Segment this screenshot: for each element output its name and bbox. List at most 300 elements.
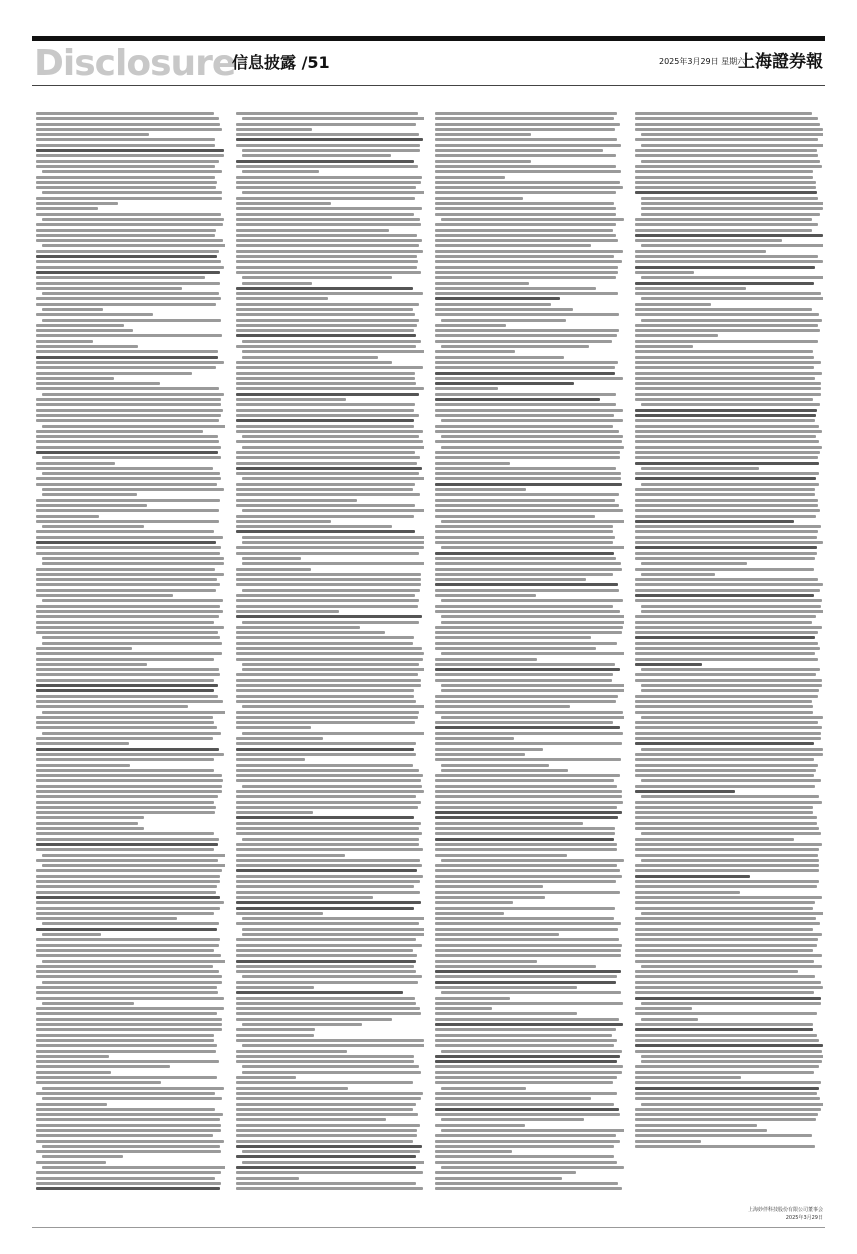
text-line <box>435 869 620 872</box>
text-line <box>435 425 613 428</box>
text-line <box>236 1028 315 1031</box>
text-line <box>236 700 416 703</box>
text-line <box>435 149 603 152</box>
text-line <box>236 965 415 968</box>
text-line <box>42 191 222 194</box>
text-line <box>635 509 820 512</box>
text-line <box>641 319 822 322</box>
text-line <box>42 493 137 496</box>
text-line <box>236 981 418 984</box>
text-line <box>236 329 415 332</box>
text-line <box>635 1050 823 1053</box>
text-line <box>435 260 622 263</box>
text-line <box>236 1108 414 1111</box>
text-line <box>236 123 417 126</box>
text-line <box>635 382 821 385</box>
text-line <box>36 779 223 782</box>
text-line <box>236 1034 314 1037</box>
text-line <box>236 954 418 957</box>
text-line <box>236 1050 347 1053</box>
text-line <box>36 1018 222 1021</box>
text-line <box>635 838 794 841</box>
text-line <box>441 859 624 862</box>
text-line <box>635 901 816 904</box>
text-line <box>635 869 820 872</box>
text-line <box>435 472 621 475</box>
text-line <box>635 1145 815 1148</box>
text-line <box>36 658 214 661</box>
text-line <box>435 700 616 703</box>
text-line <box>236 229 389 232</box>
text-line <box>236 165 418 168</box>
text-line <box>435 1007 492 1010</box>
text-line <box>36 181 217 184</box>
text-line <box>36 440 219 443</box>
text-line <box>635 594 815 597</box>
text-line <box>42 711 225 714</box>
text-line <box>441 1118 584 1121</box>
text-line <box>435 737 514 740</box>
text-line <box>236 970 417 973</box>
text-line <box>236 875 423 878</box>
text-line <box>641 244 824 247</box>
text-line <box>42 393 224 396</box>
text-line <box>435 350 515 353</box>
text-line <box>635 827 819 830</box>
text-line <box>236 573 421 576</box>
text-line <box>36 774 222 777</box>
text-line <box>435 854 567 857</box>
text-line <box>441 684 624 687</box>
text-line <box>635 790 736 793</box>
text-line <box>36 112 214 115</box>
text-line <box>435 711 623 714</box>
text-line <box>36 287 182 290</box>
text-line <box>435 165 616 168</box>
text-line <box>635 589 820 592</box>
text-line <box>236 530 416 533</box>
text-line <box>42 864 225 867</box>
text-line <box>435 393 616 396</box>
text-line <box>236 658 423 661</box>
text-line <box>236 207 423 210</box>
text-line <box>635 430 823 433</box>
text-line <box>635 472 819 475</box>
text-line <box>242 435 420 438</box>
text-line <box>242 356 379 359</box>
text-line <box>435 1097 591 1100</box>
text-line <box>435 128 615 131</box>
text-line <box>435 387 498 390</box>
text-line <box>635 658 819 661</box>
text-line <box>36 716 213 719</box>
text-line <box>435 578 586 581</box>
text-line <box>435 605 613 608</box>
text-line <box>635 774 814 777</box>
masthead-bottom-rule <box>32 85 825 86</box>
text-line <box>36 695 218 698</box>
text-line <box>36 827 144 830</box>
text-line <box>236 832 422 835</box>
text-line <box>435 970 621 973</box>
text-line <box>635 520 795 523</box>
text-line <box>236 896 373 899</box>
text-line <box>36 589 216 592</box>
text-line <box>42 922 219 925</box>
text-line <box>36 255 217 258</box>
text-line <box>236 372 416 375</box>
text-line <box>236 859 420 862</box>
text-line <box>441 599 623 602</box>
text-line <box>236 610 340 613</box>
text-line <box>242 117 425 120</box>
text-line <box>635 642 818 645</box>
text-line <box>42 319 221 322</box>
text-line <box>236 605 418 608</box>
text-line <box>236 827 419 830</box>
text-line <box>435 975 617 978</box>
text-line <box>36 149 224 152</box>
text-line <box>635 435 817 438</box>
text-line <box>236 409 414 412</box>
text-line <box>236 742 416 745</box>
text-line <box>635 456 818 459</box>
text-line <box>36 1134 213 1137</box>
text-line <box>435 477 621 480</box>
text-line <box>635 181 816 184</box>
text-line <box>236 515 415 518</box>
text-line <box>36 552 220 555</box>
text-line <box>236 822 422 825</box>
text-line <box>236 313 416 316</box>
text-line <box>36 213 221 216</box>
text-line <box>435 1161 617 1164</box>
text-line <box>435 1034 612 1037</box>
text-line <box>435 1092 617 1095</box>
text-line <box>435 1055 620 1058</box>
text-line <box>635 700 813 703</box>
text-line <box>435 1171 576 1174</box>
text-line <box>36 1044 217 1047</box>
text-line <box>36 1081 161 1084</box>
text-line <box>36 160 219 163</box>
text-line <box>435 997 510 1000</box>
text-line <box>42 981 222 984</box>
text-line <box>36 239 223 242</box>
text-line <box>641 779 822 782</box>
text-line <box>236 711 419 714</box>
text-line <box>236 1182 416 1185</box>
text-line <box>36 965 213 968</box>
text-line <box>641 795 820 798</box>
text-line <box>441 991 621 994</box>
text-line <box>236 520 331 523</box>
text-line <box>236 138 424 141</box>
text-line <box>36 954 221 957</box>
text-line <box>635 266 816 269</box>
text-line <box>635 165 823 168</box>
text-line <box>36 520 219 523</box>
text-line <box>435 1081 613 1084</box>
text-line <box>236 753 416 756</box>
text-line <box>236 568 312 571</box>
text-line <box>36 917 177 920</box>
text-line <box>36 260 221 263</box>
text-line <box>635 504 819 507</box>
text-line <box>635 488 815 491</box>
text-line <box>36 838 219 841</box>
text-line <box>236 737 323 740</box>
text-line <box>236 843 420 846</box>
text-line <box>635 477 816 480</box>
text-line <box>435 430 619 433</box>
text-line <box>236 758 306 761</box>
text-line <box>441 1129 624 1132</box>
text-line <box>36 1129 221 1132</box>
text-line <box>635 1134 813 1137</box>
text-line <box>36 361 224 364</box>
text-line <box>635 806 813 809</box>
text-line <box>42 642 222 645</box>
text-line <box>635 282 814 285</box>
text-line <box>36 1065 170 1068</box>
text-line <box>635 954 822 957</box>
text-line <box>236 795 417 798</box>
text-line <box>236 848 424 851</box>
text-line <box>635 186 816 189</box>
text-line <box>641 297 824 300</box>
text-line <box>435 234 616 237</box>
text-line <box>36 144 215 147</box>
text-line <box>435 938 619 941</box>
text-line <box>242 541 425 544</box>
text-line <box>36 949 214 952</box>
text-line <box>236 1134 417 1137</box>
text-line <box>435 642 617 645</box>
text-line <box>635 366 815 369</box>
text-line <box>36 1140 224 1143</box>
text-line <box>36 202 118 205</box>
text-line <box>236 1092 424 1095</box>
text-line <box>635 303 711 306</box>
text-line <box>236 1097 421 1100</box>
text-line <box>236 499 358 502</box>
text-line <box>441 1050 622 1053</box>
text-line <box>635 176 813 179</box>
text-line <box>236 271 421 274</box>
text-line <box>236 721 416 724</box>
text-line <box>635 191 817 194</box>
text-line <box>236 292 424 295</box>
text-line <box>435 181 620 184</box>
text-line <box>236 1012 421 1015</box>
text-line <box>641 689 820 692</box>
text-line <box>236 806 419 809</box>
text-line <box>236 144 421 147</box>
text-line <box>435 176 505 179</box>
text-line <box>435 1113 620 1116</box>
text-line <box>36 1012 217 1015</box>
text-line <box>36 721 214 724</box>
text-line <box>435 414 614 417</box>
text-line <box>236 673 419 676</box>
text-line <box>236 234 418 237</box>
text-line <box>42 557 224 560</box>
text-line <box>42 1166 225 1169</box>
text-line <box>36 435 218 438</box>
text-line <box>36 1055 109 1058</box>
text-line <box>236 901 422 904</box>
text-line <box>435 1039 617 1042</box>
issue-date: 2025年3月29日 星期六 <box>659 57 746 66</box>
text-line <box>641 716 823 719</box>
text-line <box>435 732 623 735</box>
text-line <box>36 573 224 576</box>
text-line <box>236 960 417 963</box>
text-line <box>236 440 423 443</box>
text-line <box>441 546 624 549</box>
text-line <box>635 1076 741 1079</box>
text-line <box>641 1002 821 1005</box>
text-line <box>242 838 419 841</box>
text-line <box>635 287 747 290</box>
text-line <box>236 599 419 602</box>
text-line <box>435 1071 622 1074</box>
text-line <box>236 642 413 645</box>
article-body <box>36 112 823 1222</box>
text-line <box>36 1177 215 1180</box>
text-line <box>441 764 549 767</box>
text-line <box>435 663 615 666</box>
text-line <box>435 636 591 639</box>
text-line <box>236 811 313 814</box>
text-line <box>641 965 822 968</box>
text-line <box>635 1140 701 1143</box>
text-line <box>36 446 221 449</box>
text-line <box>435 308 573 311</box>
text-line <box>236 816 415 819</box>
text-line <box>236 636 415 639</box>
text-line <box>36 679 214 682</box>
text-line <box>242 1150 420 1153</box>
text-line <box>236 1081 413 1084</box>
text-line <box>36 832 214 835</box>
text-line <box>441 419 623 422</box>
text-line <box>635 260 823 263</box>
text-line <box>435 377 623 380</box>
text-line <box>36 583 220 586</box>
text-line <box>242 663 419 666</box>
text-line <box>36 414 221 417</box>
text-line <box>236 403 415 406</box>
text-line <box>36 822 138 825</box>
text-line <box>435 954 621 957</box>
text-line <box>236 986 314 989</box>
column-2 <box>236 112 425 1222</box>
text-line <box>435 170 621 173</box>
text-line <box>435 758 621 761</box>
text-line <box>36 356 218 359</box>
text-line <box>36 165 215 168</box>
text-line <box>36 536 223 539</box>
text-line <box>236 1171 423 1174</box>
text-line <box>236 382 417 385</box>
text-line <box>435 885 543 888</box>
text-line <box>36 970 219 973</box>
text-line <box>236 912 323 915</box>
text-line <box>435 848 617 851</box>
text-line <box>635 626 823 629</box>
text-line <box>36 207 98 210</box>
text-line <box>36 758 214 761</box>
text-line <box>236 779 421 782</box>
text-line <box>435 573 613 576</box>
text-line <box>635 711 813 714</box>
text-line <box>635 324 818 327</box>
text-line <box>236 472 420 475</box>
text-line <box>641 133 824 136</box>
text-line <box>435 832 615 835</box>
text-line <box>36 419 219 422</box>
text-line <box>635 530 819 533</box>
section-title: 信息披露 /51 <box>232 53 330 72</box>
text-line <box>242 149 421 152</box>
text-line <box>42 1087 224 1090</box>
text-line <box>36 186 216 189</box>
text-line <box>242 340 421 343</box>
text-line <box>635 801 822 804</box>
text-line <box>635 960 814 963</box>
text-line <box>36 652 222 655</box>
section-logo: Disclosure <box>34 43 236 84</box>
column-3 <box>435 112 624 1222</box>
text-line <box>36 1028 222 1031</box>
text-line <box>36 133 149 136</box>
text-line <box>236 467 423 470</box>
text-line <box>36 801 214 804</box>
text-line <box>42 1097 222 1100</box>
text-line <box>236 128 313 131</box>
text-line <box>236 303 419 306</box>
text-line <box>236 319 419 322</box>
text-line <box>242 621 420 624</box>
text-line <box>236 181 421 184</box>
signature-block <box>748 1206 823 1222</box>
text-line <box>42 292 219 295</box>
text-line <box>435 1124 525 1127</box>
text-line <box>435 631 622 634</box>
column-4 <box>635 112 824 1222</box>
text-line <box>435 334 617 337</box>
text-line <box>435 673 613 676</box>
text-line <box>242 509 425 512</box>
text-line <box>635 229 813 232</box>
text-line <box>435 907 615 910</box>
text-line <box>435 679 612 682</box>
text-line <box>236 462 417 465</box>
text-line <box>236 525 393 528</box>
text-line <box>641 213 820 216</box>
text-line <box>435 960 537 963</box>
text-line <box>236 885 414 888</box>
text-line <box>435 801 623 804</box>
text-line <box>635 149 818 152</box>
text-line <box>635 944 818 947</box>
text-line <box>236 133 420 136</box>
text-line <box>635 928 813 931</box>
text-line <box>435 398 600 401</box>
text-line <box>236 1140 413 1143</box>
